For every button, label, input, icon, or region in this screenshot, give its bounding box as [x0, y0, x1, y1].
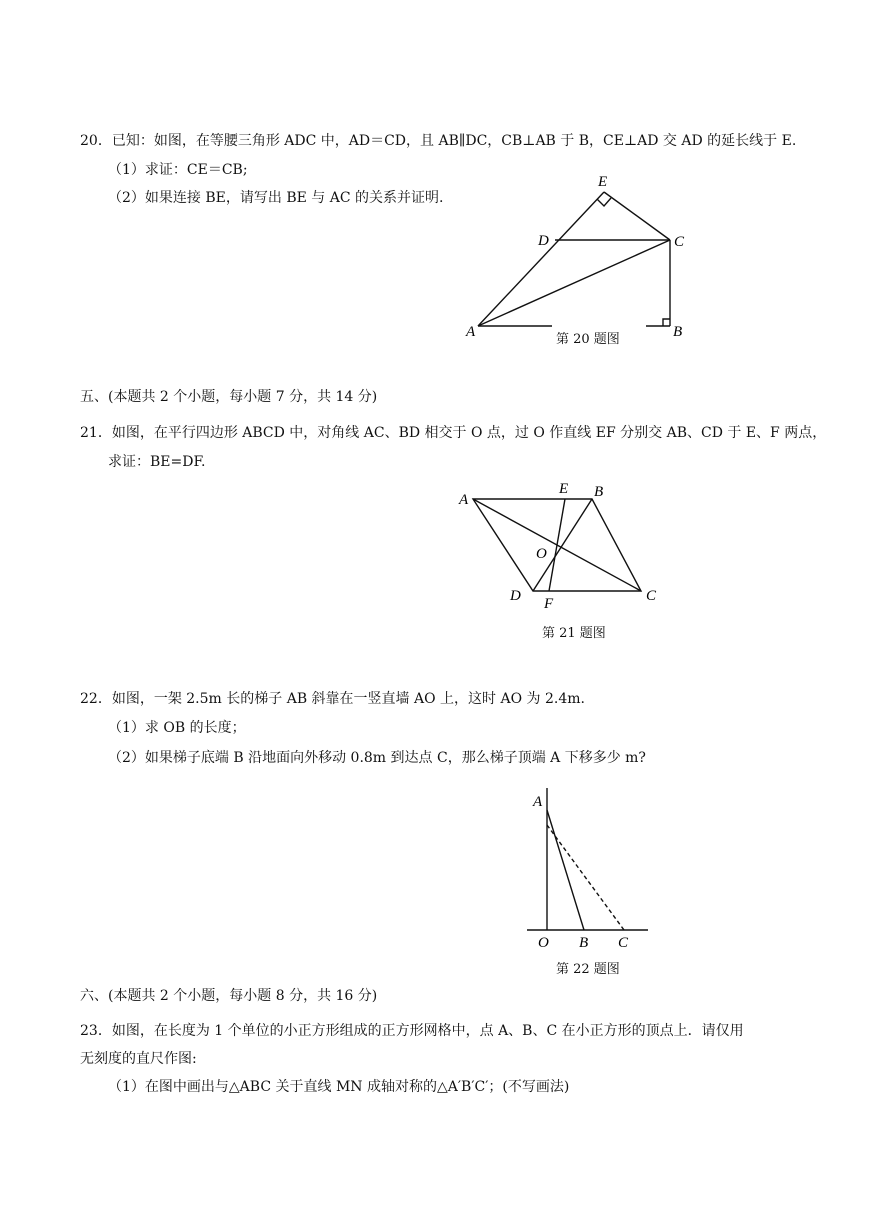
- line-ec: [604, 192, 670, 240]
- label-c: C: [674, 234, 685, 250]
- q22-part2: （2）如果梯子底端 B 沿地面向外移动 0.8m 到达点 C，那么梯子顶端 A 下移多少 m?: [108, 750, 646, 766]
- q20-part2: （2）如果连接 BE，请写出 BE 与 AC 的关系并证明.: [108, 190, 444, 206]
- line-ac: [478, 240, 670, 326]
- q20-part1: （1）求证：CE＝CB;: [108, 162, 248, 178]
- label-e: E: [598, 174, 608, 190]
- label-b: B: [673, 324, 683, 340]
- q22-part1: （1）求 OB 的长度；: [108, 720, 246, 736]
- section5-heading: 五、(本题共 2 个小题，每小题 7 分，共 14 分): [80, 389, 378, 405]
- label-b: B: [594, 484, 604, 500]
- ladder-moved-dashed: [547, 825, 624, 930]
- label-d: D: [538, 233, 549, 249]
- q21-caption: 第 21 题图: [542, 626, 606, 641]
- q23-stem: 23．如图，在长度为 1 个单位的小正方形组成的正方形网格中，点 A、B、C 在小正方形的顶点上．请仅用: [80, 1023, 744, 1039]
- q21-figure: [455, 476, 665, 611]
- line-ae: [478, 192, 604, 326]
- label-b: B: [579, 935, 589, 951]
- q20-stem: 20．已知：如图，在等腰三角形 ADC 中，AD＝CD，且 AB∥DC，CB⊥AB 于 B，CE⊥AD 交 AD 的延长线于 E.: [80, 133, 797, 149]
- label-o: O: [536, 546, 547, 562]
- right-angle-e: [597, 198, 611, 206]
- q21-stem: 21．如图，在平行四边形 ABCD 中，对角线 AC、BD 相交于 O 点，过 O 作直线 EF 分别交 AB、CD 于 E、F 两点，: [80, 425, 827, 441]
- q20-caption: 第 20 题图: [556, 332, 620, 347]
- ladder-ab: [547, 810, 584, 930]
- label-d: D: [510, 588, 521, 604]
- q23-part1: （1）在图中画出与△ABC 关于直线 MN 成轴对称的△A′B′C′；(不写画法): [108, 1079, 570, 1095]
- label-c: C: [646, 588, 657, 604]
- q22-figure: [520, 783, 660, 953]
- label-a: A: [533, 794, 543, 810]
- q22-stem: 22．如图，一架 2.5m 长的梯子 AB 斜靠在一竖直墙 AO 上，这时 AO 为 2.4m.: [80, 691, 585, 707]
- q21-proof: 求证：BE=DF.: [108, 454, 206, 470]
- label-a: A: [459, 492, 469, 508]
- label-c: C: [618, 935, 629, 951]
- label-o: O: [538, 935, 549, 951]
- q22-caption: 第 22 题图: [556, 962, 620, 977]
- label-a: A: [466, 324, 476, 340]
- q23-stem-2: 无刻度的直尺作图:: [80, 1051, 197, 1067]
- q20-figure: [460, 170, 700, 350]
- label-f: F: [544, 596, 554, 611]
- right-angle-b: [663, 319, 670, 326]
- label-e: E: [559, 481, 569, 497]
- section6-heading: 六、(本题共 2 个小题，每小题 8 分，共 16 分): [80, 988, 378, 1004]
